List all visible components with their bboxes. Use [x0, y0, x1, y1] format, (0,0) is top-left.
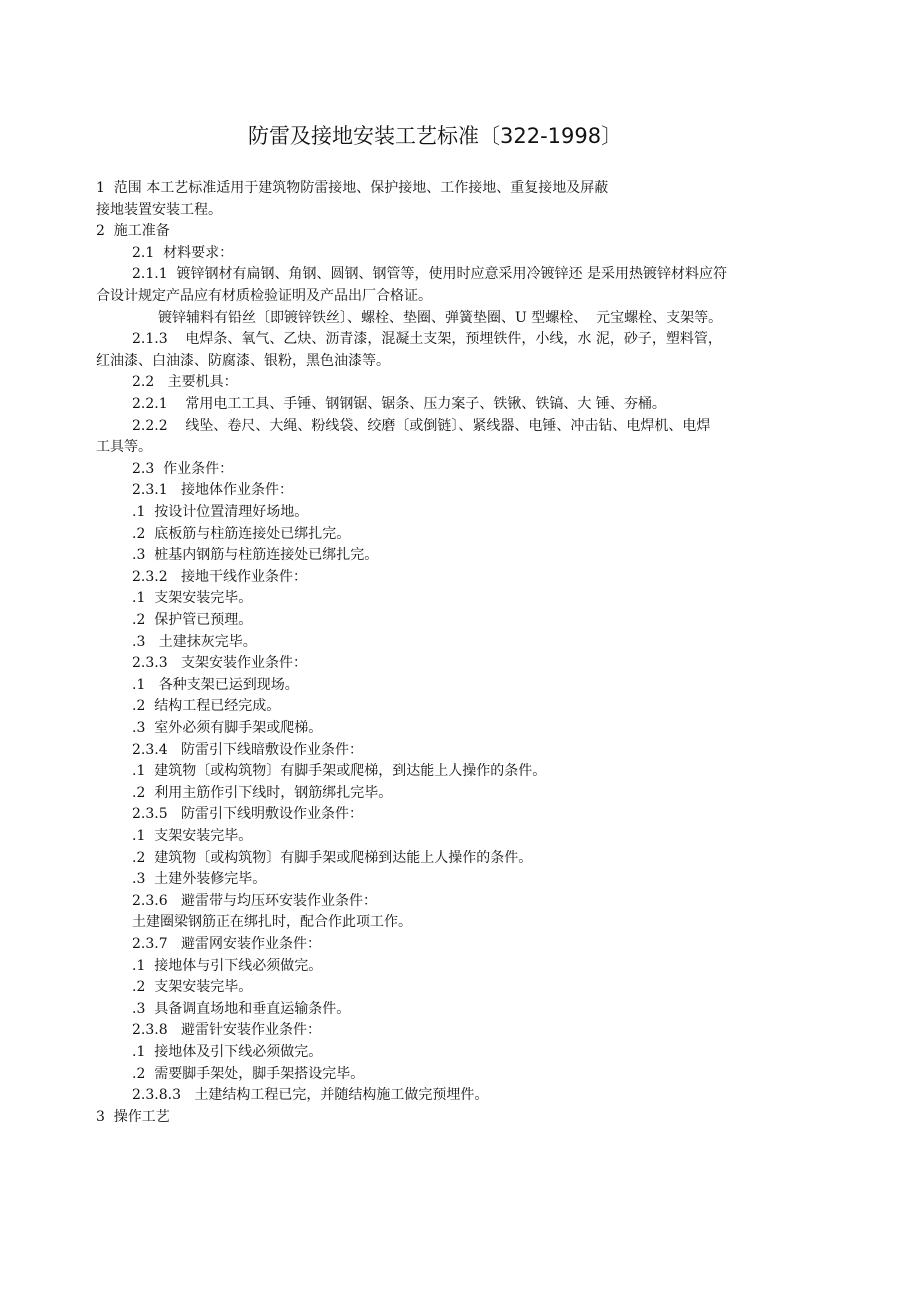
subsection-heading: 2.1 材料要求： [132, 244, 234, 261]
subsection-heading: 2.3.1 接地体作业条件： [132, 482, 293, 499]
list-item: .1 接地体及引下线必须做完。 [132, 1044, 323, 1060]
paragraph-line: 2.2.1 常用电工工具、手锤、钢钢锯、锯条、压力案子、铁锹、铁镐、大 锤、夯桶。 [132, 396, 666, 412]
subsection-heading: 2.3.8 避雷针安装作业条件： [132, 1022, 321, 1039]
list-item: .3 土建外装修完毕。 [132, 871, 267, 888]
list-item: .2 需要脚手架处，脚手架搭设完毕。 [132, 1065, 365, 1082]
list-item: .1 支架安装完毕。 [132, 590, 253, 607]
list-item: .1 支架安装完毕。 [132, 828, 253, 844]
list-item: .2 结构工程已经完成。 [132, 698, 281, 715]
list-item: .1 接地体与引下线必须做完。 [132, 957, 323, 974]
section-heading: 2 施工准备 [96, 223, 170, 240]
list-item: .3 土建抹灰完毕。 [132, 633, 257, 650]
subsection-heading: 2.3 作业条件： [132, 460, 234, 477]
list-item: .2 底板筋与柱筋连接处已绑扎完。 [132, 525, 351, 542]
paragraph-line: 1 范围 本工艺标准适用于建筑物防雷接地、保护接地、工作接地、重复接地及屏蔽 [96, 180, 609, 196]
list-item: .1 建筑物〔或构筑物〕有脚手架或爬梯，到达能上人操作的条件。 [132, 763, 547, 780]
paragraph-line: 土建圈梁钢筋正在绑扎时，配合作此项工作。 [132, 914, 412, 931]
list-item: .3 桩基内钢筋与柱筋连接处已绑扎完。 [132, 547, 379, 564]
list-item: .1 按设计位置清理好场地。 [132, 504, 309, 520]
paragraph-line: 2.3.8.3 土建结构工程已完，并随结构施工做完预埋件。 [132, 1087, 489, 1104]
paragraph-line: 2.2.2 线坠、卷尺、大绳、粉线袋、绞磨〔或倒链〕、紧线器、电锤、冲击钻、电焊机、电焊 [132, 417, 711, 434]
section-heading: 3 操作工艺 [96, 1108, 170, 1125]
paragraph-line: 合设计规定产品应有材质检验证明及产品出厂合格证。 [96, 288, 432, 304]
subsection-heading: 2.3.4 防雷引下线暗敷设作业条件： [132, 741, 363, 758]
list-item: .3 室外必须有脚手架或爬梯。 [132, 720, 323, 736]
list-item: .2 保护管已预理。 [132, 612, 253, 628]
subsection-heading: 2.3.5 防雷引下线明敷设作业条件： [132, 806, 363, 823]
list-item: .2 利用主筋作引下线时，钢筋绑扎完毕。 [132, 784, 393, 801]
paragraph-line: 工具等。 [96, 439, 152, 456]
paragraph-line: 2.1.1 镀锌钢材有扁钢、角钢、圆钢、钢管等，使用时应意采用冷镀锌还 是采用热镀锌材料应符 [132, 266, 727, 283]
list-item: .1 各种支架已运到现场。 [132, 676, 299, 693]
subsection-heading: 2.3.6 避雷带与均压环安装作业条件： [132, 892, 377, 909]
list-item: .2 建筑物〔或构筑物〕有脚手架或爬梯到达能上人操作的条件。 [132, 849, 533, 866]
paragraph-line: 镀锌辅料有铅丝〔即镀锌铁丝〕、螺栓、垫圈、弹簧垫圈、U 型螺栓、 元宝螺栓、支架等。 [158, 309, 723, 326]
paragraph-line: 红油漆、白油漆、防腐漆、银粉，黑色油漆等。 [96, 352, 390, 369]
subsection-heading: 2.3.7 避雷网安装作业条件： [132, 936, 321, 952]
subsection-heading: 2.3.2 接地干线作业条件： [132, 568, 307, 585]
list-item: .3 具备调直场地和垂直运输条件。 [132, 1000, 351, 1017]
document-title: 防雷及接地安装工艺标准〔322-1998〕 [248, 124, 623, 148]
subsection-heading: 2.2 主要机具： [132, 374, 238, 391]
paragraph-line: 接地装置安装工程。 [96, 201, 222, 218]
subsection-heading: 2.3.3 支架安装作业条件： [132, 655, 307, 672]
paragraph-line: 2.1.3 电焊条、氧气、乙炔、沥青漆，混凝土支架，预埋铁件，小线，水 泥，砂子，塑料管， [132, 331, 722, 348]
list-item: .2 支架安装完毕。 [132, 979, 253, 996]
